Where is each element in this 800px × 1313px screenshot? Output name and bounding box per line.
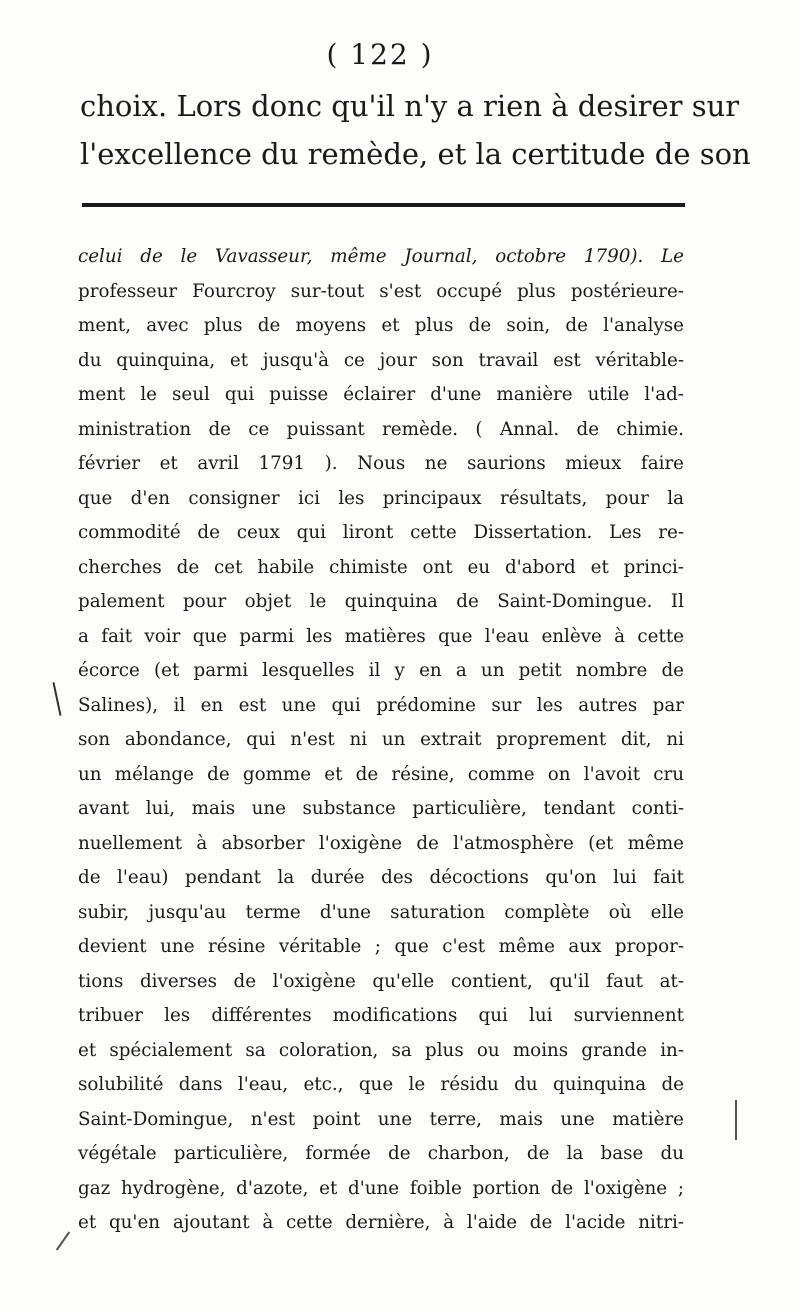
footnote-line: professeur Fourcroy sur-tout s'est occupé plus postérieure- — [78, 280, 684, 302]
footnote-line: février et avril 1791 ). Nous ne saurions mieux faire — [78, 453, 684, 474]
footnote-line: commodité de ceux qui liront cette Dissertation. Les re- — [78, 522, 684, 543]
main-text-block — [80, 82, 751, 178]
margin-mark — [735, 1100, 737, 1140]
footnote-line: du quinquina, et jusqu'à ce jour son travail est véritable- — [78, 349, 684, 371]
footnote-line: subir, jusqu'au terme d'une saturation complète où elle — [78, 901, 684, 923]
footnote-line: et spécialement sa coloration, sa plus ou moins grande in- — [78, 1039, 684, 1061]
footnote-line: et qu'en ajoutant à cette dernière, à l'aide de l'acide nitri- — [78, 1212, 684, 1233]
footnote-line: tribuer les différentes modifications qui lui surviennent — [78, 1005, 684, 1026]
footnote-divider — [82, 203, 685, 207]
footnote-line: solubilité dans l'eau, etc., que le résidu du quinquina de — [78, 1074, 684, 1095]
footnote-line: un mélange de gomme et de résine, comme on l'avoit cru — [78, 763, 684, 785]
footnote-line: tions diverses de l'oxigène qu'elle contient, qu'il faut at- — [78, 970, 684, 992]
footnote-line: nuellement à absorber l'oxigène de l'atmosphère (et même — [78, 832, 684, 854]
footnote-line: avant lui, mais une substance particulière, tendant conti- — [78, 798, 684, 819]
footnote-line: ment le seul qui puisse éclairer d'une manière utile l'ad- — [78, 384, 684, 405]
footnote-line: Saint-Domingue, n'est point une terre, mais une matière — [78, 1108, 684, 1130]
margin-mark — [56, 1231, 70, 1250]
footnote-line: de l'eau) pendant la durée des décoctions qu'on lui fait — [78, 867, 684, 888]
footnote-line: son abondance, qui n'est ni un extrait proprement dit, ni — [78, 729, 684, 750]
footnote-line: ment, avec plus de moyens et plus de soin, de l'analyse — [78, 315, 684, 336]
footnote-line: ministration de ce puissant remède. ( Annal. de chimie. — [78, 418, 684, 440]
footnote-line: végétale particulière, formée de charbon, de la base du — [78, 1143, 684, 1164]
footnote-line: cherches de cet habile chimiste ont eu d'abord et princi- — [78, 556, 684, 578]
footnote-line: Salines), il en est une qui prédomine sur les autres par — [78, 694, 684, 716]
footnote-line: palement pour objet le quinquina de Saint-Domingue. Il — [78, 591, 684, 612]
footnote-line: celui de le Vavasseur, même Journal, octobre 1790). Le — [78, 246, 684, 267]
footnote-line: que d'en consigner ici les principaux résultats, pour la — [78, 487, 684, 509]
footnote-line: gaz hydrogène, d'azote, et d'une foible portion de l'oxigène ; — [78, 1177, 684, 1199]
main-text-line: l'excellence du remède, et la certitude de son — [80, 137, 751, 171]
footnote-line: devient une résine véritable ; que c'est même aux propor- — [78, 936, 684, 957]
page-number: ( 122 ) — [326, 38, 434, 71]
main-text-line: choix. Lors donc qu'il n'y a rien à desirer sur — [80, 89, 740, 123]
footnote-text-block — [78, 240, 684, 1241]
footnote-line: écorce (et parmi lesquelles il y en a un petit nombre de — [78, 660, 684, 681]
margin-mark — [52, 682, 61, 716]
footnote-line: a fait voir que parmi les matières que l'eau enlève à cette — [78, 625, 684, 647]
